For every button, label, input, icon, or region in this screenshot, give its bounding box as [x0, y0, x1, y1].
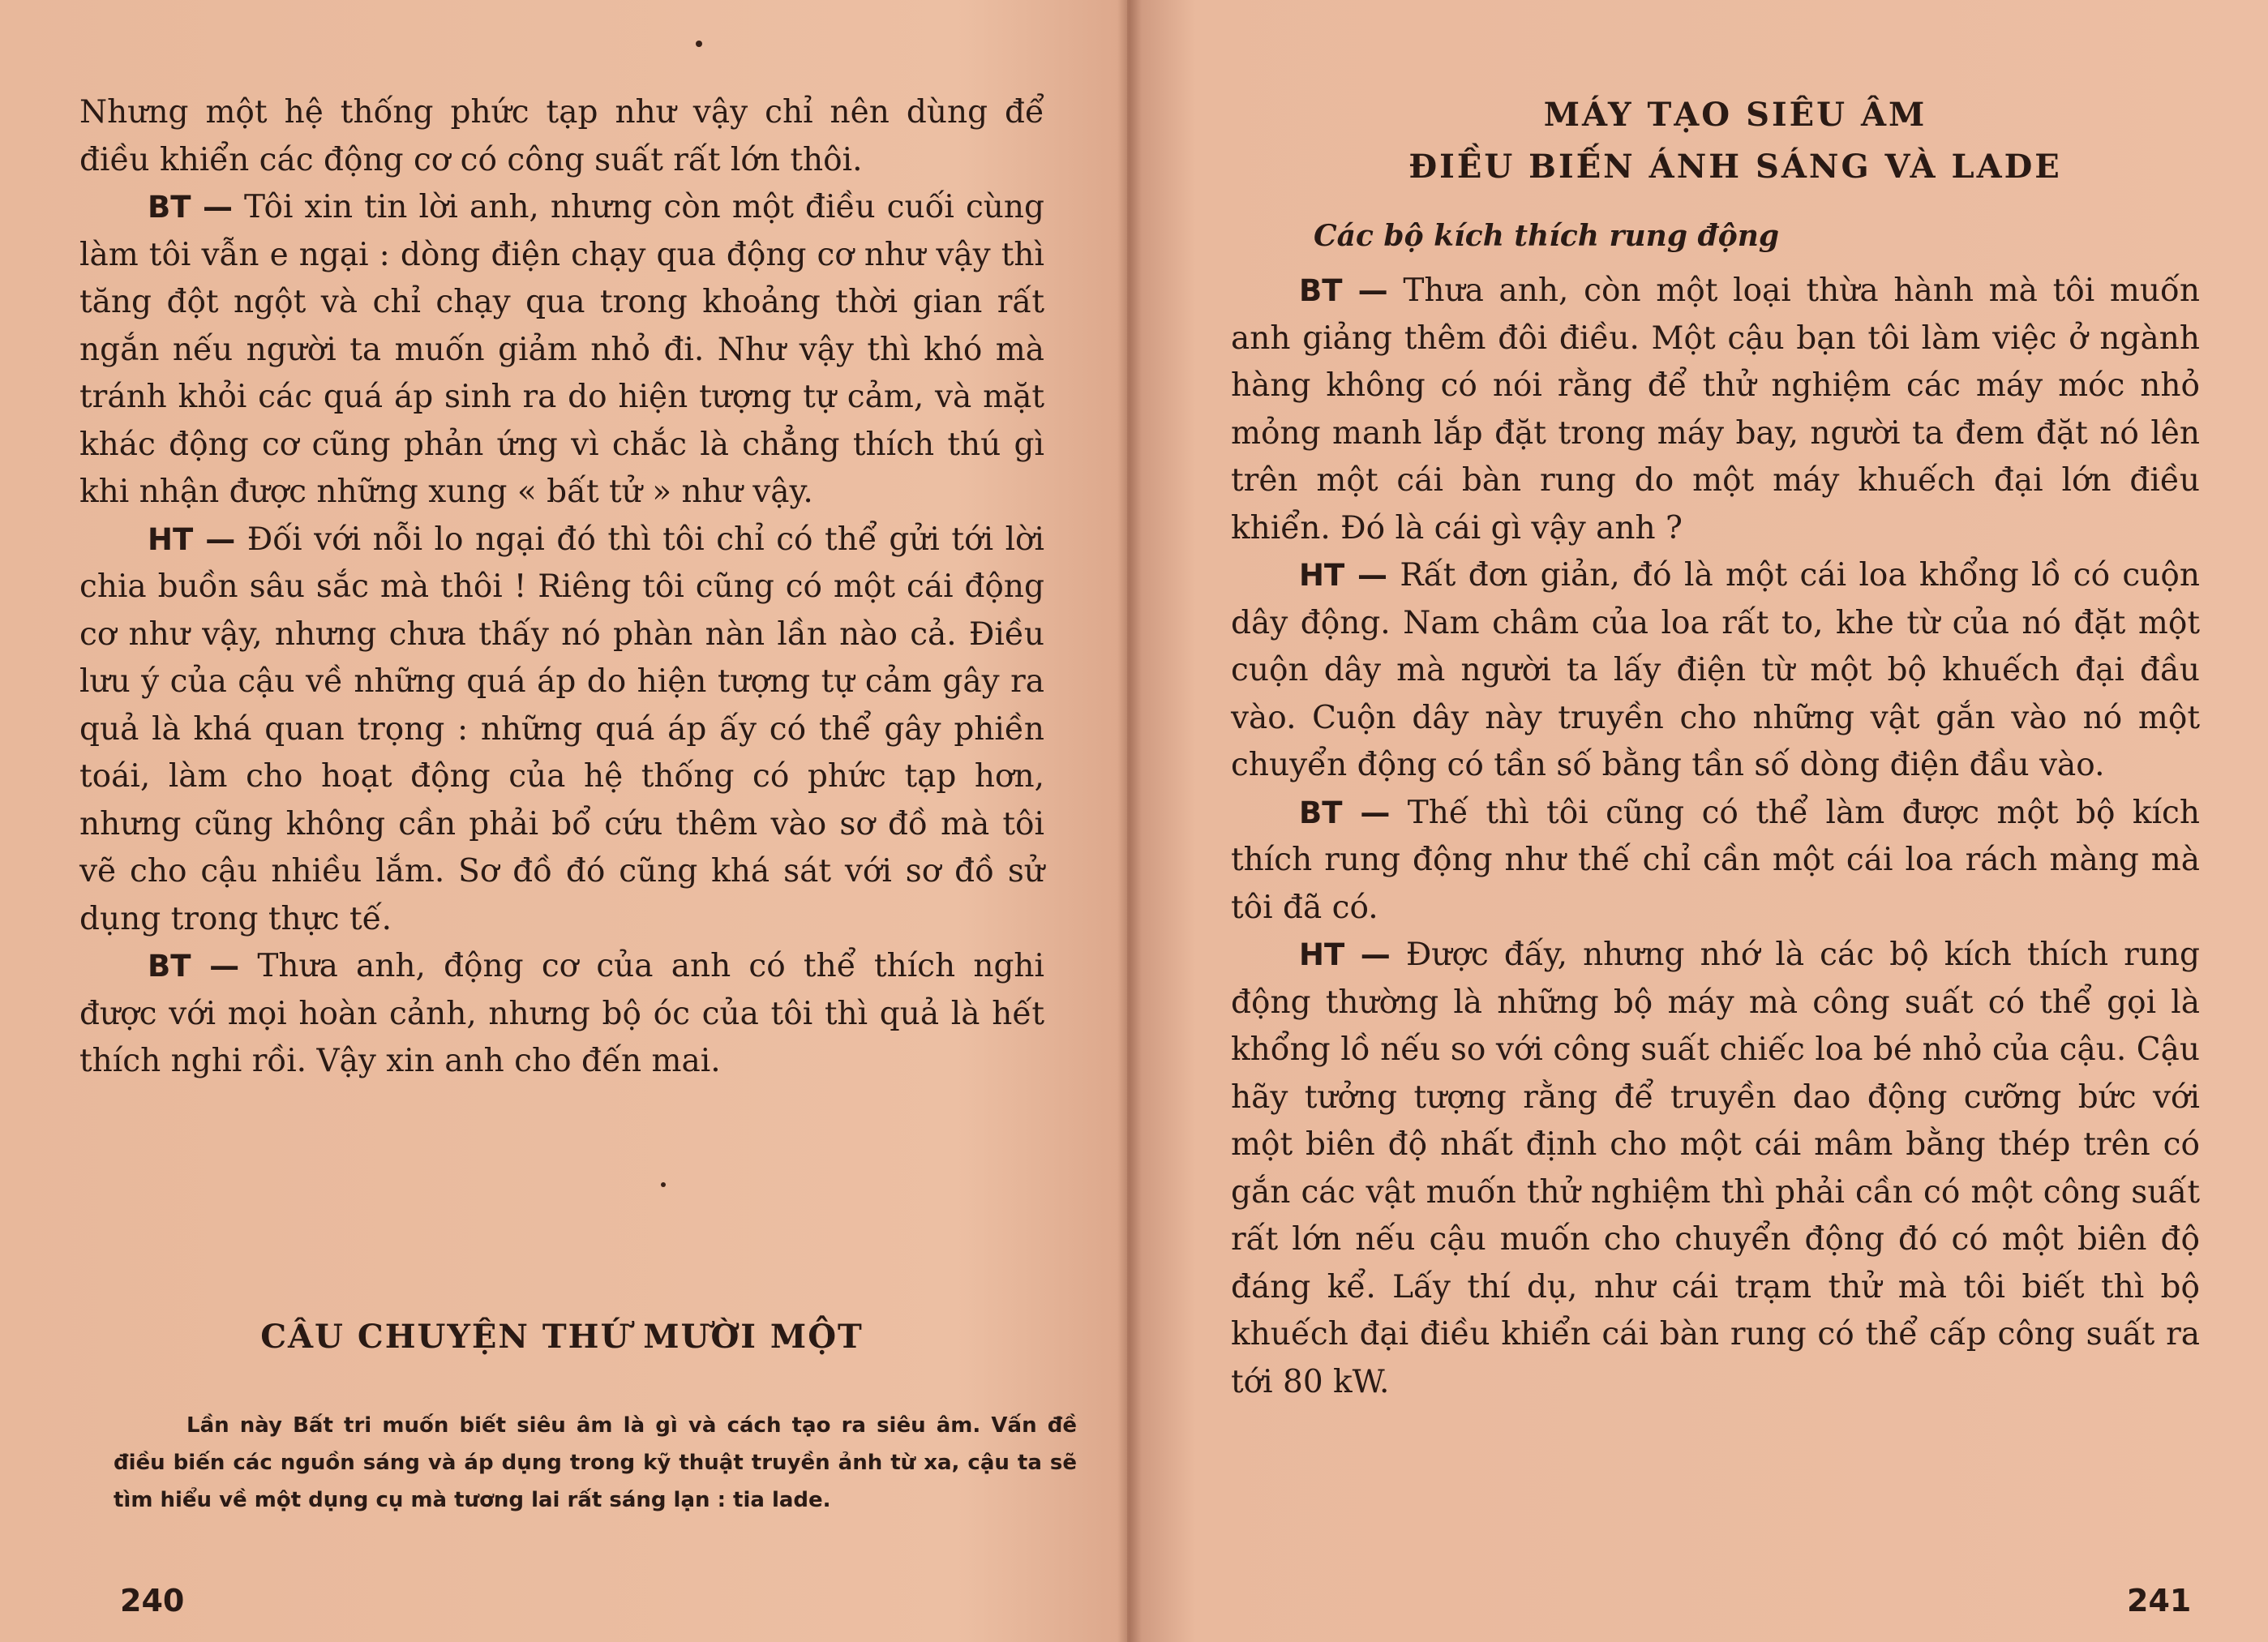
ink-speck: [696, 41, 702, 47]
paragraph-text: Đối với nỗi lo ngại đó thì tôi chỉ có thể gửi tới lời chia buồn sâu sắc mà thôi ! Riêng tôi cũng có một cái động cơ như vậy, nhưng chưa thấy nó phàn nàn lần nào cả. Điều lưu ý của cậu về những quá áp do hiện tượng tự cảm gây ra quả là khá quan trọng : những quá áp ấy có thể gây phiền toái, làm cho hoạt động của hệ thống có phức tạp hơn, nhưng cũng không cần phải bổ cứu thêm vào sơ đồ mà tôi vẽ cho cậu nhiều lắm. Sơ đồ đó cũng khá sát với sơ đồ sử dụng trong thực tế.: [79, 521, 1045, 937]
right-page: [1127, 0, 2268, 1642]
paragraph: [1231, 932, 2200, 1406]
section-heading-line: MÁY TẠO SIÊU ÂM: [1543, 96, 1927, 134]
page-number: 240: [120, 1583, 185, 1618]
speaker-label: BT —: [1299, 273, 1388, 308]
paragraph: [79, 184, 1044, 517]
section-heading-line: ĐIỀU BIẾN ÁNH SÁNG VÀ LADE: [1408, 148, 2062, 186]
chapter-summary-text: Lần này Bất tri muốn biết siêu âm là gì và cách tạo ra siêu âm. Vấn đề điều biến các nguồn sáng và áp dụng trong kỹ thuật truyền ảnh từ xa, cậu ta sẽ tìm hiểu về một dụng cụ mà tương lai rất sáng lạn : tia lade.: [114, 1413, 1077, 1512]
paragraph-text: Được đấy, nhưng nhớ là các bộ kích thích rung động thường là những bộ máy mà công suất có thể gọi là khổng lồ nếu so với công suất chiếc loa bé nhỏ của cậu. Cậu hãy tưởng tượng rằng để truyền dao động cưỡng bức với một biên độ nhất định cho một cái mâm bằng thép trên có gắn các vật muốn thử nghiệm thì phải cần có một công suất rất lớn nếu cậu muốn cho chuyển động đó có một biên độ đáng kể. Lấy thí dụ, như cái trạm thử mà tôi biết thì bộ khuếch đại điều khiển cái bàn rung có thể cấp công suất ra tới 80 kW.: [1231, 937, 2201, 1400]
paragraph: [79, 89, 1044, 184]
paragraph: [79, 943, 1044, 1086]
paragraph-text: Thưa anh, động cơ của anh có thể thích nghi được với mọi hoàn cảnh, nhưng bộ óc của tôi thì quả là hết thích nghi rồi. Vậy xin anh cho đến mai.: [79, 948, 1044, 1079]
paragraph: [1231, 268, 2200, 552]
chapter-summary: [114, 1407, 1077, 1519]
speaker-label: HT —: [1299, 937, 1391, 972]
subheading: Các bộ kích thích rung động: [1314, 219, 1780, 253]
left-page: [0, 0, 1127, 1642]
ink-speck: [661, 1182, 666, 1187]
speaker-label: BT —: [1299, 795, 1391, 830]
paragraph: [79, 517, 1044, 944]
paragraph-text: Nhưng một hệ thống phức tạp như vậy chỉ nên dùng để điều khiển các động cơ có công suất rất lớn thôi.: [79, 94, 1044, 178]
page-number: 241: [2127, 1583, 2192, 1618]
speaker-label: HT —: [1299, 558, 1388, 593]
paragraph: [1231, 790, 2200, 932]
paragraph-text: Thế thì tôi cũng có thể làm được một bộ kích thích rung động như thế chỉ cần một cái loa rách màng mà tôi đã có.: [1231, 794, 2200, 926]
paragraph-text: Thưa anh, còn một loại thừa hành mà tôi muốn anh giảng thêm đôi điều. Một cậu bạn tôi làm việc ở ngành hàng không có nói rằng để thử nghiệm các máy móc nhỏ mỏng manh lắp đặt trong máy bay, người ta đem đặt nó lên trên một cái bàn rung do một máy khuếch đại lớn điều khiển. Đó là cái gì vậy anh ?: [1231, 272, 2200, 547]
section-heading: [1249, 89, 2222, 193]
paragraph: [1231, 552, 2200, 790]
speaker-label: HT —: [148, 521, 236, 557]
left-page-body: [79, 89, 1044, 1086]
book-gutter: [1117, 0, 1142, 1642]
speaker-label: BT —: [148, 949, 240, 984]
paragraph-text: Tôi xin tin lời anh, nhưng còn một điều cuối cùng làm tôi vẫn e ngại : dòng điện chạy qua động cơ như vậy thì tăng đột ngột và chỉ chạy qua trong khoảng thời gian rất ngắn nếu người ta muốn giảm nhỏ đi. Như vậy thì khó mà tránh khỏi các quá áp sinh ra do hiện tượng tự cảm, và mặt khác động cơ cũng phản ứng vì chắc là chẳng thích thú gì khi nhận được những xung « bất tử » như vậy.: [79, 189, 1044, 510]
right-page-body: [1231, 268, 2200, 1406]
chapter-title: CÂU CHUYỆN THỨ MƯỜI MỘT: [260, 1318, 864, 1356]
speaker-label: BT —: [148, 190, 233, 225]
paragraph-text: Rất đơn giản, đó là một cái loa khổng lồ có cuộn dây động. Nam châm của loa rất to, khe từ của nó đặt một cuộn dây mà người ta lấy điện từ một bộ khuếch đại đầu vào. Cuộn dây này truyền cho những vật gắn vào nó một chuyển động có tần số bằng tần số dòng điện đầu vào.: [1231, 557, 2200, 783]
